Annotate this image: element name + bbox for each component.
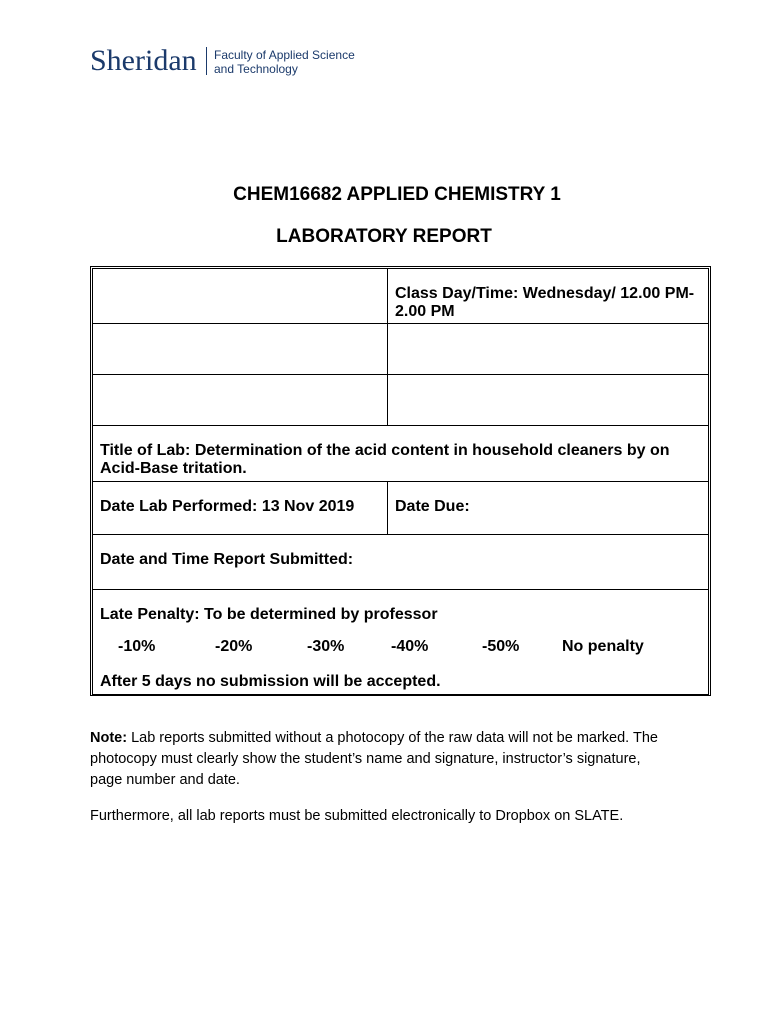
lab-title: Title of Lab: Determination of the acid content in household cleaners by on Acid-Base tritation. [93,426,709,482]
note-label: Note: [90,730,128,746]
note-paragraph [90,728,670,791]
form-row-blank-2 [93,375,709,426]
penalty-option[interactable]: No penalty [562,638,644,655]
late-penalty-cell [93,590,709,695]
logo-faculty-line1: Faculty of Applied Science [214,48,355,62]
report-form-table [92,268,709,695]
penalty-option[interactable]: -50% [482,638,520,655]
blank-cell[interactable] [388,324,709,375]
penalty-options [118,638,701,656]
blank-cell[interactable] [93,324,388,375]
late-penalty-label: Late Penalty: To be determined by professor [100,606,438,623]
course-title: CHEM16682 APPLIED CHEMISTRY 1 [233,184,561,205]
form-row-title [93,426,709,482]
penalty-option[interactable]: -10% [118,638,156,655]
blank-cell[interactable] [93,375,388,426]
logo-wordmark: Sheridan [90,44,197,77]
student-name-cell[interactable] [93,269,388,324]
logo-faculty [214,48,355,76]
blank-cell[interactable] [388,375,709,426]
date-submitted: Date and Time Report Submitted: [93,535,709,590]
logo-divider [206,47,207,75]
form-row-submitted [93,535,709,590]
late-submission-note: After 5 days no submission will be accepted. [100,673,441,690]
furthermore-paragraph: Furthermore, all lab reports must be submitted electronically to Dropbox on SLATE. [90,808,624,824]
date-due: Date Due: [388,482,709,535]
penalty-option[interactable]: -40% [391,638,429,655]
form-row-blank-1 [93,324,709,375]
report-title: LABORATORY REPORT [276,226,492,247]
class-day-time: Class Day/Time: Wednesday/ 12.00 PM-2.00 PM [388,269,709,324]
penalty-option[interactable]: -20% [215,638,253,655]
form-row-late-penalty [93,590,709,695]
form-row-class [93,269,709,324]
form-row-dates [93,482,709,535]
penalty-option[interactable]: -30% [307,638,345,655]
note-text: Lab reports submitted without a photocopy of the raw data will not be marked. The photocopy must clearly show the student’s name and signature, instructor’s signature, page number and date. [90,730,658,788]
logo-faculty-line2: and Technology [214,62,298,76]
date-performed: Date Lab Performed: 13 Nov 2019 [93,482,388,535]
